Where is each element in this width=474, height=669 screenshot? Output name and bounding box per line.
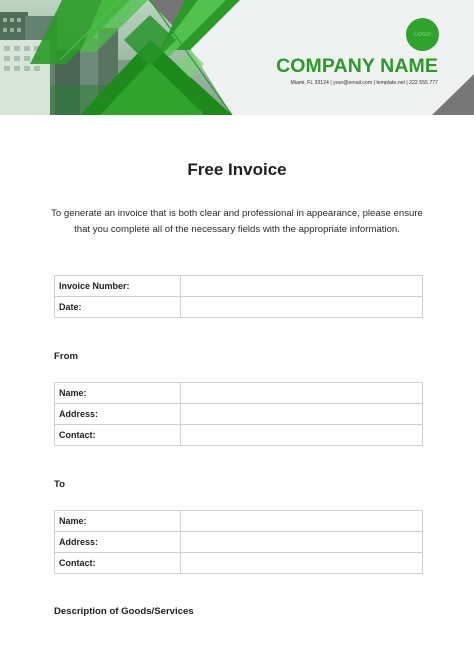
to-contact-label: Contact:: [55, 553, 181, 574]
table-row: [55, 404, 423, 425]
table-row: [55, 425, 423, 446]
from-name-field[interactable]: [181, 383, 423, 404]
from-name-label: Name:: [55, 383, 181, 404]
from-contact-label: Contact:: [55, 425, 181, 446]
invoice-details-table: [54, 275, 423, 318]
company-logo: [406, 18, 439, 51]
table-row: [55, 383, 423, 404]
from-address-label: Address:: [55, 404, 181, 425]
from-table: [54, 382, 423, 446]
table-row: [55, 276, 423, 297]
to-name-field[interactable]: [181, 511, 423, 532]
to-address-field[interactable]: [181, 532, 423, 553]
to-table: [54, 510, 423, 574]
from-heading: From: [54, 351, 78, 362]
intro-paragraph: To generate an invoice that is both clear and professional in appearance, please ensure that you complete all of the necessary fields with the appropriate information.: [51, 208, 423, 235]
table-row: [55, 511, 423, 532]
to-address-label: Address:: [55, 532, 181, 553]
date-field[interactable]: [181, 297, 423, 318]
table-row: [55, 532, 423, 553]
from-contact-field[interactable]: [181, 425, 423, 446]
to-contact-field[interactable]: [181, 553, 423, 574]
invoice-number-field[interactable]: [181, 276, 423, 297]
to-name-label: Name:: [55, 511, 181, 532]
invoice-number-label: Invoice Number:: [55, 276, 181, 297]
goods-services-heading: Description of Goods/Services: [54, 606, 194, 617]
table-row: [55, 553, 423, 574]
company-contact-info: Miami, FL 33124 | your@email.com | template.net | 222 555 777: [290, 80, 438, 86]
table-row: [55, 297, 423, 318]
to-heading: To: [54, 479, 66, 490]
logo-text: LOGO: [414, 31, 431, 38]
document-header: [0, 0, 474, 115]
gray-triangle-corner: [432, 74, 474, 115]
document-title: Free Invoice: [187, 160, 287, 179]
from-address-field[interactable]: [181, 404, 423, 425]
company-name: COMPANY NAME: [276, 55, 438, 77]
date-label: Date:: [55, 297, 181, 318]
